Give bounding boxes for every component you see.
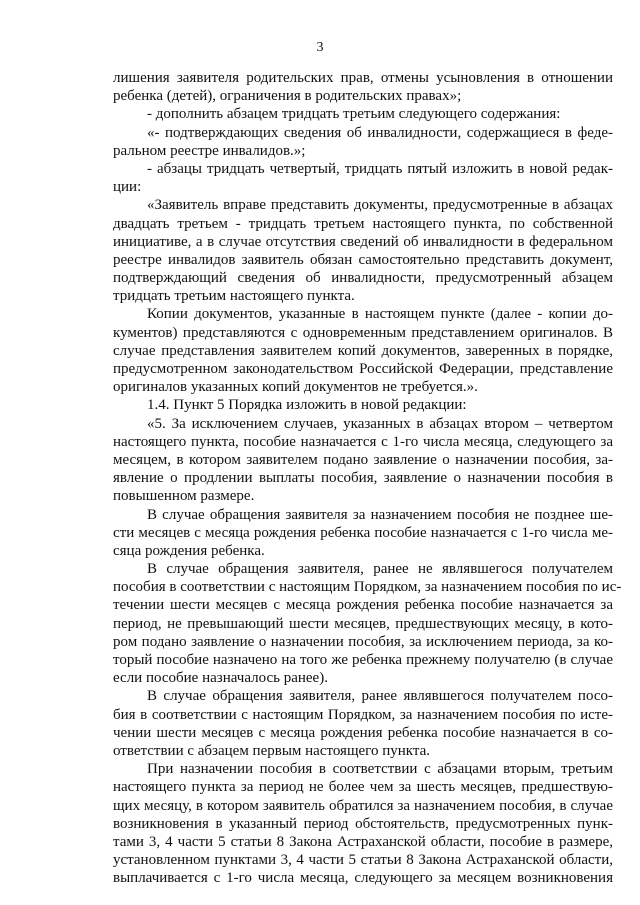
paragraph-line: бия в соответствии с настоящим Порядком, за назначением пособия по исте- [113, 706, 613, 723]
paragraph-line: «5. За исключением случаев, указанных в абзацах втором – четвертом [147, 415, 613, 432]
paragraph-line: течении шести месяцев с месяца рождения ребенка пособие назначается за [113, 597, 613, 614]
paragraph-line: оригиналов указанных копий документов не требуется.». [113, 379, 478, 396]
paragraph-line: торый пособие назначено на того же ребенка прежнему получателю (в случае [113, 652, 613, 668]
paragraph-line: ции: [113, 179, 142, 196]
paragraph-line: сти месяцев с месяца рождения ребенка пособие назначается с 1-го числа ме- [113, 524, 613, 541]
paragraph-line: возникновения в указанный период обстоятельств, предусмотренных пунк- [113, 815, 613, 832]
paragraph [113, 506, 613, 561]
paragraph-line: В случае обращения заявителя, ранее являвшегося получателем посо- [147, 688, 613, 705]
paragraph-line: подтверждающий сведения об инвалидности, предусмотренный абзацем [113, 270, 613, 287]
paragraph-line: период, не превышающий шести месяцев, предшествующих месяцу, в кото- [113, 615, 613, 632]
paragraph-line: реестре инвалидов заявитель обязан самостоятельно представить документ, [113, 251, 613, 268]
paragraph [113, 196, 613, 305]
paragraph-line: ребенка (детей), ограничения в родительских правах»; [113, 88, 462, 105]
paragraph-line: предусмотренном законодательством Российской Федерации, представление [113, 361, 613, 377]
document-body [113, 69, 622, 887]
paragraph-line: Копии документов, указанные в настоящем пункте (далее - копии до- [147, 306, 613, 323]
paragraph-line: - дополнить абзацем тридцать третьим следующего содержания: [147, 106, 561, 123]
paragraph-line: лишения заявителя родительских прав, отмены усыновления в отношении [113, 70, 613, 86]
paragraph-line: настоящего пункта за период не более чем за шесть месяцев, предшествую- [113, 779, 613, 796]
paragraph-line: месяцем, в котором заявителем подано заявление о назначении пособия, за- [113, 451, 613, 468]
paragraph-line: пособия в соответствии с настоящим Порядком, за назначением пособия по ис- [113, 579, 622, 596]
paragraph-line: «Заявитель вправе представить документы, предусмотренные в абзацах [147, 197, 613, 214]
paragraph-line: 1.4. Пункт 5 Порядка изложить в новой редакции: [147, 397, 467, 414]
paragraph [113, 415, 613, 506]
paragraph [113, 105, 613, 123]
paragraph-line: двадцать третьем - тридцать третьем настоящего пункта, по собственной [113, 215, 613, 232]
paragraph-line: ральном реестре инвалидов.»; [113, 142, 306, 159]
paragraph-line: случае представления заявителем копий документов, заверенных в порядке, [113, 342, 613, 359]
paragraph-line: В случае обращения заявителя за назначением пособия не позднее ше- [147, 506, 613, 523]
paragraph-line: явление о продлении выплаты пособия, заявление о назначении пособия в [113, 470, 613, 487]
paragraph-line: кументов) представляются с одновременным представлением оригиналов. В [113, 324, 613, 341]
paragraph-line: - абзацы тридцать четвертый, тридцать пятый изложить в новой редак- [147, 160, 613, 177]
paragraph [113, 687, 613, 760]
paragraph-line: «- подтверждающих сведения об инвалидности, содержащиеся в феде- [147, 124, 613, 141]
paragraph-line: повышенном размере. [113, 488, 255, 505]
paragraph [113, 124, 613, 160]
paragraph-line: инициативе, а в случае отсутствия сведений об инвалидности в федеральном [113, 233, 613, 250]
paragraph-line: установленном пунктами 3, 4 части 5 статьи 8 Закона Астраханской области, [113, 852, 613, 869]
paragraph-line: если пособие назначалось ранее). [113, 670, 328, 687]
paragraph-line: сяца рождения ребенка. [113, 542, 265, 559]
paragraph-line: ром подано заявление о назначении пособия, за исключением периода, за ко- [113, 633, 613, 650]
paragraph-line: чении шести месяцев с месяца рождения ребенка пособие назначается в со- [113, 724, 613, 741]
paragraph [113, 160, 613, 196]
paragraph-line: выплачивается с 1-го числа месяца, следующего за месяцем возникновения [113, 870, 613, 887]
paragraph-line: ответствии с абзацем первым настоящего пункта. [113, 742, 430, 759]
paragraph-line: щих месяцу, в котором заявитель обратился за назначением пособия, в случае [113, 797, 613, 814]
paragraph-line: При назначении пособия в соответствии с абзацами вторым, третьим [147, 761, 613, 778]
paragraph [113, 396, 613, 414]
paragraph [113, 760, 613, 887]
paragraph [113, 560, 622, 687]
paragraph [113, 305, 613, 396]
paragraph-line: В случае обращения заявителя, ранее не являвшегося получателем [147, 561, 613, 578]
paragraph-line: тридцать третьим настоящего пункта. [113, 288, 355, 305]
paragraph [113, 69, 613, 105]
page-number: 3 [316, 40, 324, 55]
paragraph-line: тами 3, 4 части 5 статьи 8 Закона Астраханской области, пособие в размере, [113, 833, 613, 850]
paragraph-line: настоящего пункта, пособие назначается с 1-го числа месяца, следующего за [113, 433, 613, 450]
